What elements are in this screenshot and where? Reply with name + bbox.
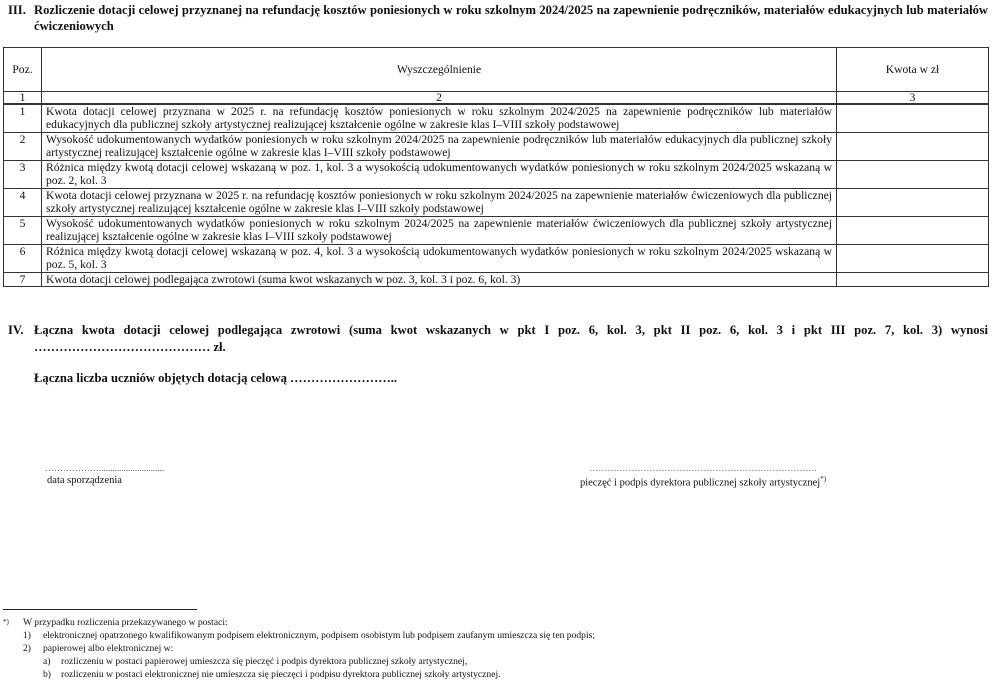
table-row [4,133,989,161]
table-header-row [4,48,989,92]
director-label-text: pieczęć i podpis dyrektora publicznej szkoły artystycznej [579,477,821,489]
total-refund-text: Łączna kwota dotacji celowej podlegająca zwrotowi (suma kwot wskazanych w pkt I poz. 6, kol. 3, pkt II poz. 6, kol. 3 i pkt III poz. 7, kol. 3) wynosi …………………………………… zł. [34,323,988,354]
date-signature-block [22,463,187,486]
column-number-row [4,92,989,105]
row-position: 2 [4,133,42,161]
row-amount-field[interactable] [837,245,989,273]
row-amount-field[interactable] [837,273,989,287]
footnote-divider [3,609,197,610]
table-row [4,104,989,133]
footnote-subitem [3,668,993,681]
row-amount-field[interactable] [837,217,989,245]
row-position: 1 [4,104,42,133]
section-4-total [8,322,988,356]
column-number: 1 [4,92,42,105]
row-description: Kwota dotacji celowej przyznana w 2025 r. na refundację kosztów poniesionych w roku szkolnym 2024/2025 na zapewnienie materiałów ćwiczeniowych dla publicznej szkoły artystycznej realizującej kształcenie ogólne w zakresie klas I–VIII szkoły podstawowej [42,189,837,217]
row-amount-field[interactable] [837,133,989,161]
footnote [3,616,993,681]
item-text: papierowej albo elektronicznej w: [43,643,174,654]
table-row [4,189,989,217]
row-description: Wysokość udokumentowanych wydatków poniesionych w roku szkolnym 2024/2025 na zapewnienie materiałów ćwiczeniowych dla publicznej szkoły artystycznej realizującej kształcenie ogólne w zakresie klas I–VIII szkoły podstawowej [42,217,837,245]
students-count-text: Łączna liczba uczniów objętych dotacją celową …………………….. [34,371,398,385]
row-position: 5 [4,217,42,245]
settlement-table [3,47,989,287]
row-position: 6 [4,245,42,273]
row-position: 3 [4,161,42,189]
subitem-letter: a) [43,656,51,667]
subitem-text: rozliczeniu w postaci elektronicznej nie umieszcza się pieczęci i podpisu dyrektora publicznej szkoły artystycznej. [61,669,501,680]
director-label [553,475,853,489]
header-description: Wyszczególnienie [42,48,837,92]
subitem-letter: b) [43,669,51,680]
column-number: 2 [42,92,837,105]
column-number: 3 [837,92,989,105]
footnote-item [3,642,993,655]
date-label: data sporządzenia [47,475,122,486]
row-description: Kwota dotacji celowej podlegająca zwrotowi (suma kwot wskazanych w poz. 3, kol. 3 i poz. 6, kol. 3) [42,273,837,287]
item-text: elektronicznej opatrzonego kwalifikowanym podpisem elektronicznym, podpisem osobistym lub podpisem zaufanym umieszcza się ten podpis; [43,630,596,641]
row-description: Różnica między kwotą dotacji celowej wskazaną w poz. 1, kol. 3 a wysokością udokumentowanych wydatków poniesionych w roku szkolnym 2024/2025 wskazaną w poz. 2, kol. 3 [42,161,837,189]
row-amount-field[interactable] [837,161,989,189]
item-number: 2) [23,643,31,654]
table-row [4,161,989,189]
date-field[interactable]: ………………............................. [44,463,165,473]
section-title: Rozliczenie dotacji celowej przyznanej na refundację kosztów poniesionych w roku szkolnym 2024/2025 na zapewnienie podręczników, materiałów edukacyjnych lub materiałów ćwiczeniowych [34,3,988,33]
footnote-intro: W przypadku rozliczenia przekazywanego w postaci: [23,617,228,628]
row-description: Wysokość udokumentowanych wydatków poniesionych w roku szkolnym 2024/2025 na zapewnienie podręczników lub materiałów edukacyjnych dla publicznej szkoły artystycznej realizującej kształcenie ogólne w zakresie klas I–VIII szkoły podstawowej [42,133,837,161]
header-amount: Kwota w zł [837,48,989,92]
footnote-subitem [3,655,993,668]
table-row [4,245,989,273]
subitem-text: rozliczeniu w postaci papierowej umieszcza się pieczęć i podpis dyrektora publicznej szkoły artystycznej, [61,656,468,667]
table-row [4,273,989,287]
row-amount-field[interactable] [837,104,989,133]
item-number: 1) [23,630,31,641]
director-signature-block [553,463,853,489]
footnote-item [3,629,993,642]
row-position: 4 [4,189,42,217]
footnote-mark: *) [820,475,827,483]
row-description: Kwota dotacji celowej przyznana w 2025 r. na refundację kosztów poniesionych w roku szkolnym 2024/2025 na zapewnienie podręczników lub materiałów edukacyjnych dla publicznej szkoły artystycznej realizującej kształcenie ogólne w zakresie klas I–VIII szkoły podstawowej [42,104,837,133]
row-position: 7 [4,273,42,287]
row-amount-field[interactable] [837,189,989,217]
footnote-mark: *) [3,618,9,626]
row-description: Różnica między kwotą dotacji celowej wskazaną w poz. 4, kol. 3 a wysokością udokumentowanych wydatków poniesionych w roku szkolnym 2024/2025 wskazaną w poz. 5, kol. 3 [42,245,837,273]
section-3-heading [8,2,988,34]
table-row [4,217,989,245]
section-number: III. [8,3,26,17]
header-poz: Poz. [4,48,42,92]
director-signature-field[interactable]: …………………………………………………………………. [589,463,817,473]
section-number: IV. [8,323,24,337]
